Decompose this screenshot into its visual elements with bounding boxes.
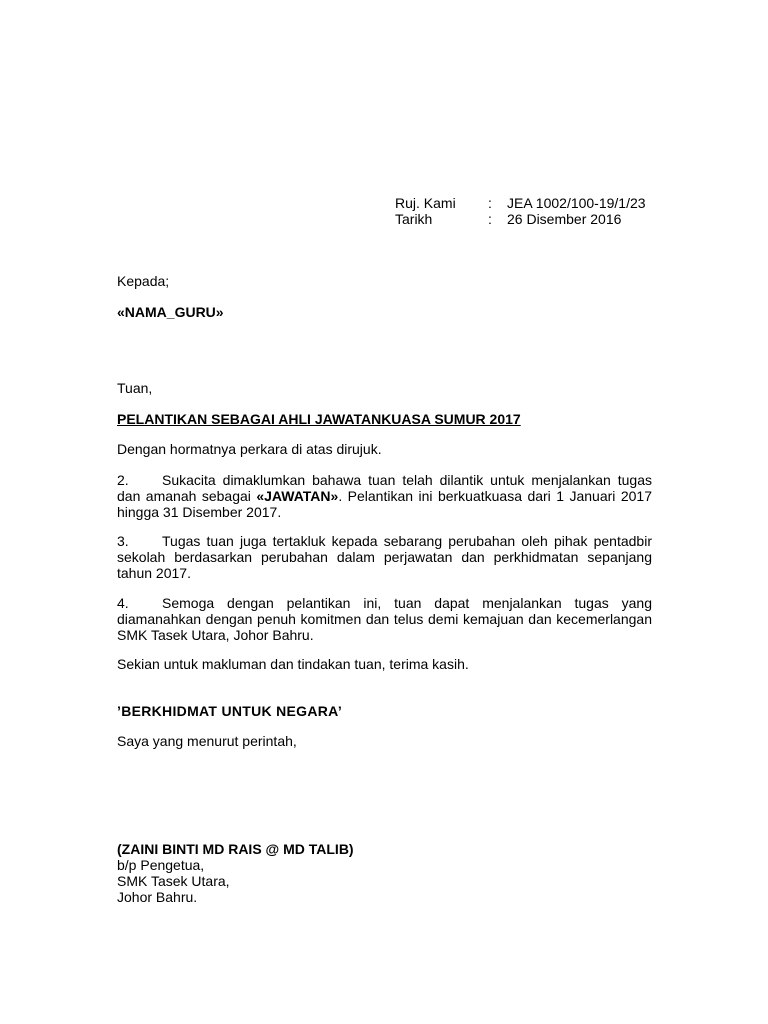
ref-label: Ruj. Kami xyxy=(395,195,456,211)
paragraph-4 xyxy=(117,595,652,643)
date-colon: : xyxy=(488,211,492,227)
opening-line: Dengan hormatnya perkara di atas dirujuk. xyxy=(117,441,382,457)
paragraph-2-text-after: . Pelantikan ini berkuatkuasa dari 1 Januari 2017 hingga 31 Disember 2017. xyxy=(117,488,652,520)
signatory-city: Johor Bahru. xyxy=(117,889,198,905)
recipient-label: Kepada; xyxy=(117,273,170,289)
closing-line: Sekian untuk makluman dan tindakan tuan, terima kasih. xyxy=(117,656,469,672)
salutation: Tuan, xyxy=(117,380,153,396)
letter-subject: PELANTIKAN SEBAGAI AHLI JAWATANKUASA SUMUR 2017 xyxy=(117,411,521,427)
paragraph-3-text: Tugas tuan juga tertakluk kepada sebarang perubahan oleh pihak pentadbir sekolah berdasarkan perubahan dalam perjawatan dan perkhidmatan sepanjang tahun 2017. xyxy=(117,533,652,581)
paragraph-3-number: 3. xyxy=(117,533,129,549)
sign-off: Saya yang menurut perintah, xyxy=(117,733,297,749)
signatory-name: (ZAINI BINTI MD RAIS @ MD TALIB) xyxy=(117,841,354,857)
paragraph-4-text: Semoga dengan pelantikan ini, tuan dapat menjalankan tugas yang diamanahkan dengan penuh komitmen dan telus demi kemajuan dan kecemerlangan SMK Tasek Utara, Johor Bahru. xyxy=(117,595,652,643)
paragraph-3 xyxy=(117,533,652,581)
position-field: «JAWATAN» xyxy=(256,488,339,504)
signatory-title: b/p Pengetua, xyxy=(117,857,205,873)
paragraph-2-number: 2. xyxy=(117,472,129,488)
date-value: 26 Disember 2016 xyxy=(507,211,622,227)
date-label: Tarikh xyxy=(395,211,433,227)
paragraph-4-number: 4. xyxy=(117,595,129,611)
paragraph-2-text-before: Sukacita dimaklumkan bahawa tuan telah dilantik untuk menjalankan tugas dan amanah sebagai xyxy=(117,472,652,504)
motto: ’BERKHIDMAT UNTUK NEGARA’ xyxy=(117,703,343,719)
signatory-school: SMK Tasek Utara, xyxy=(117,873,230,889)
ref-value: JEA 1002/100-19/1/23 xyxy=(507,195,646,211)
recipient-name-field: «NAMA_GURU» xyxy=(117,304,224,320)
ref-colon: : xyxy=(488,195,492,211)
paragraph-2 xyxy=(117,472,652,520)
